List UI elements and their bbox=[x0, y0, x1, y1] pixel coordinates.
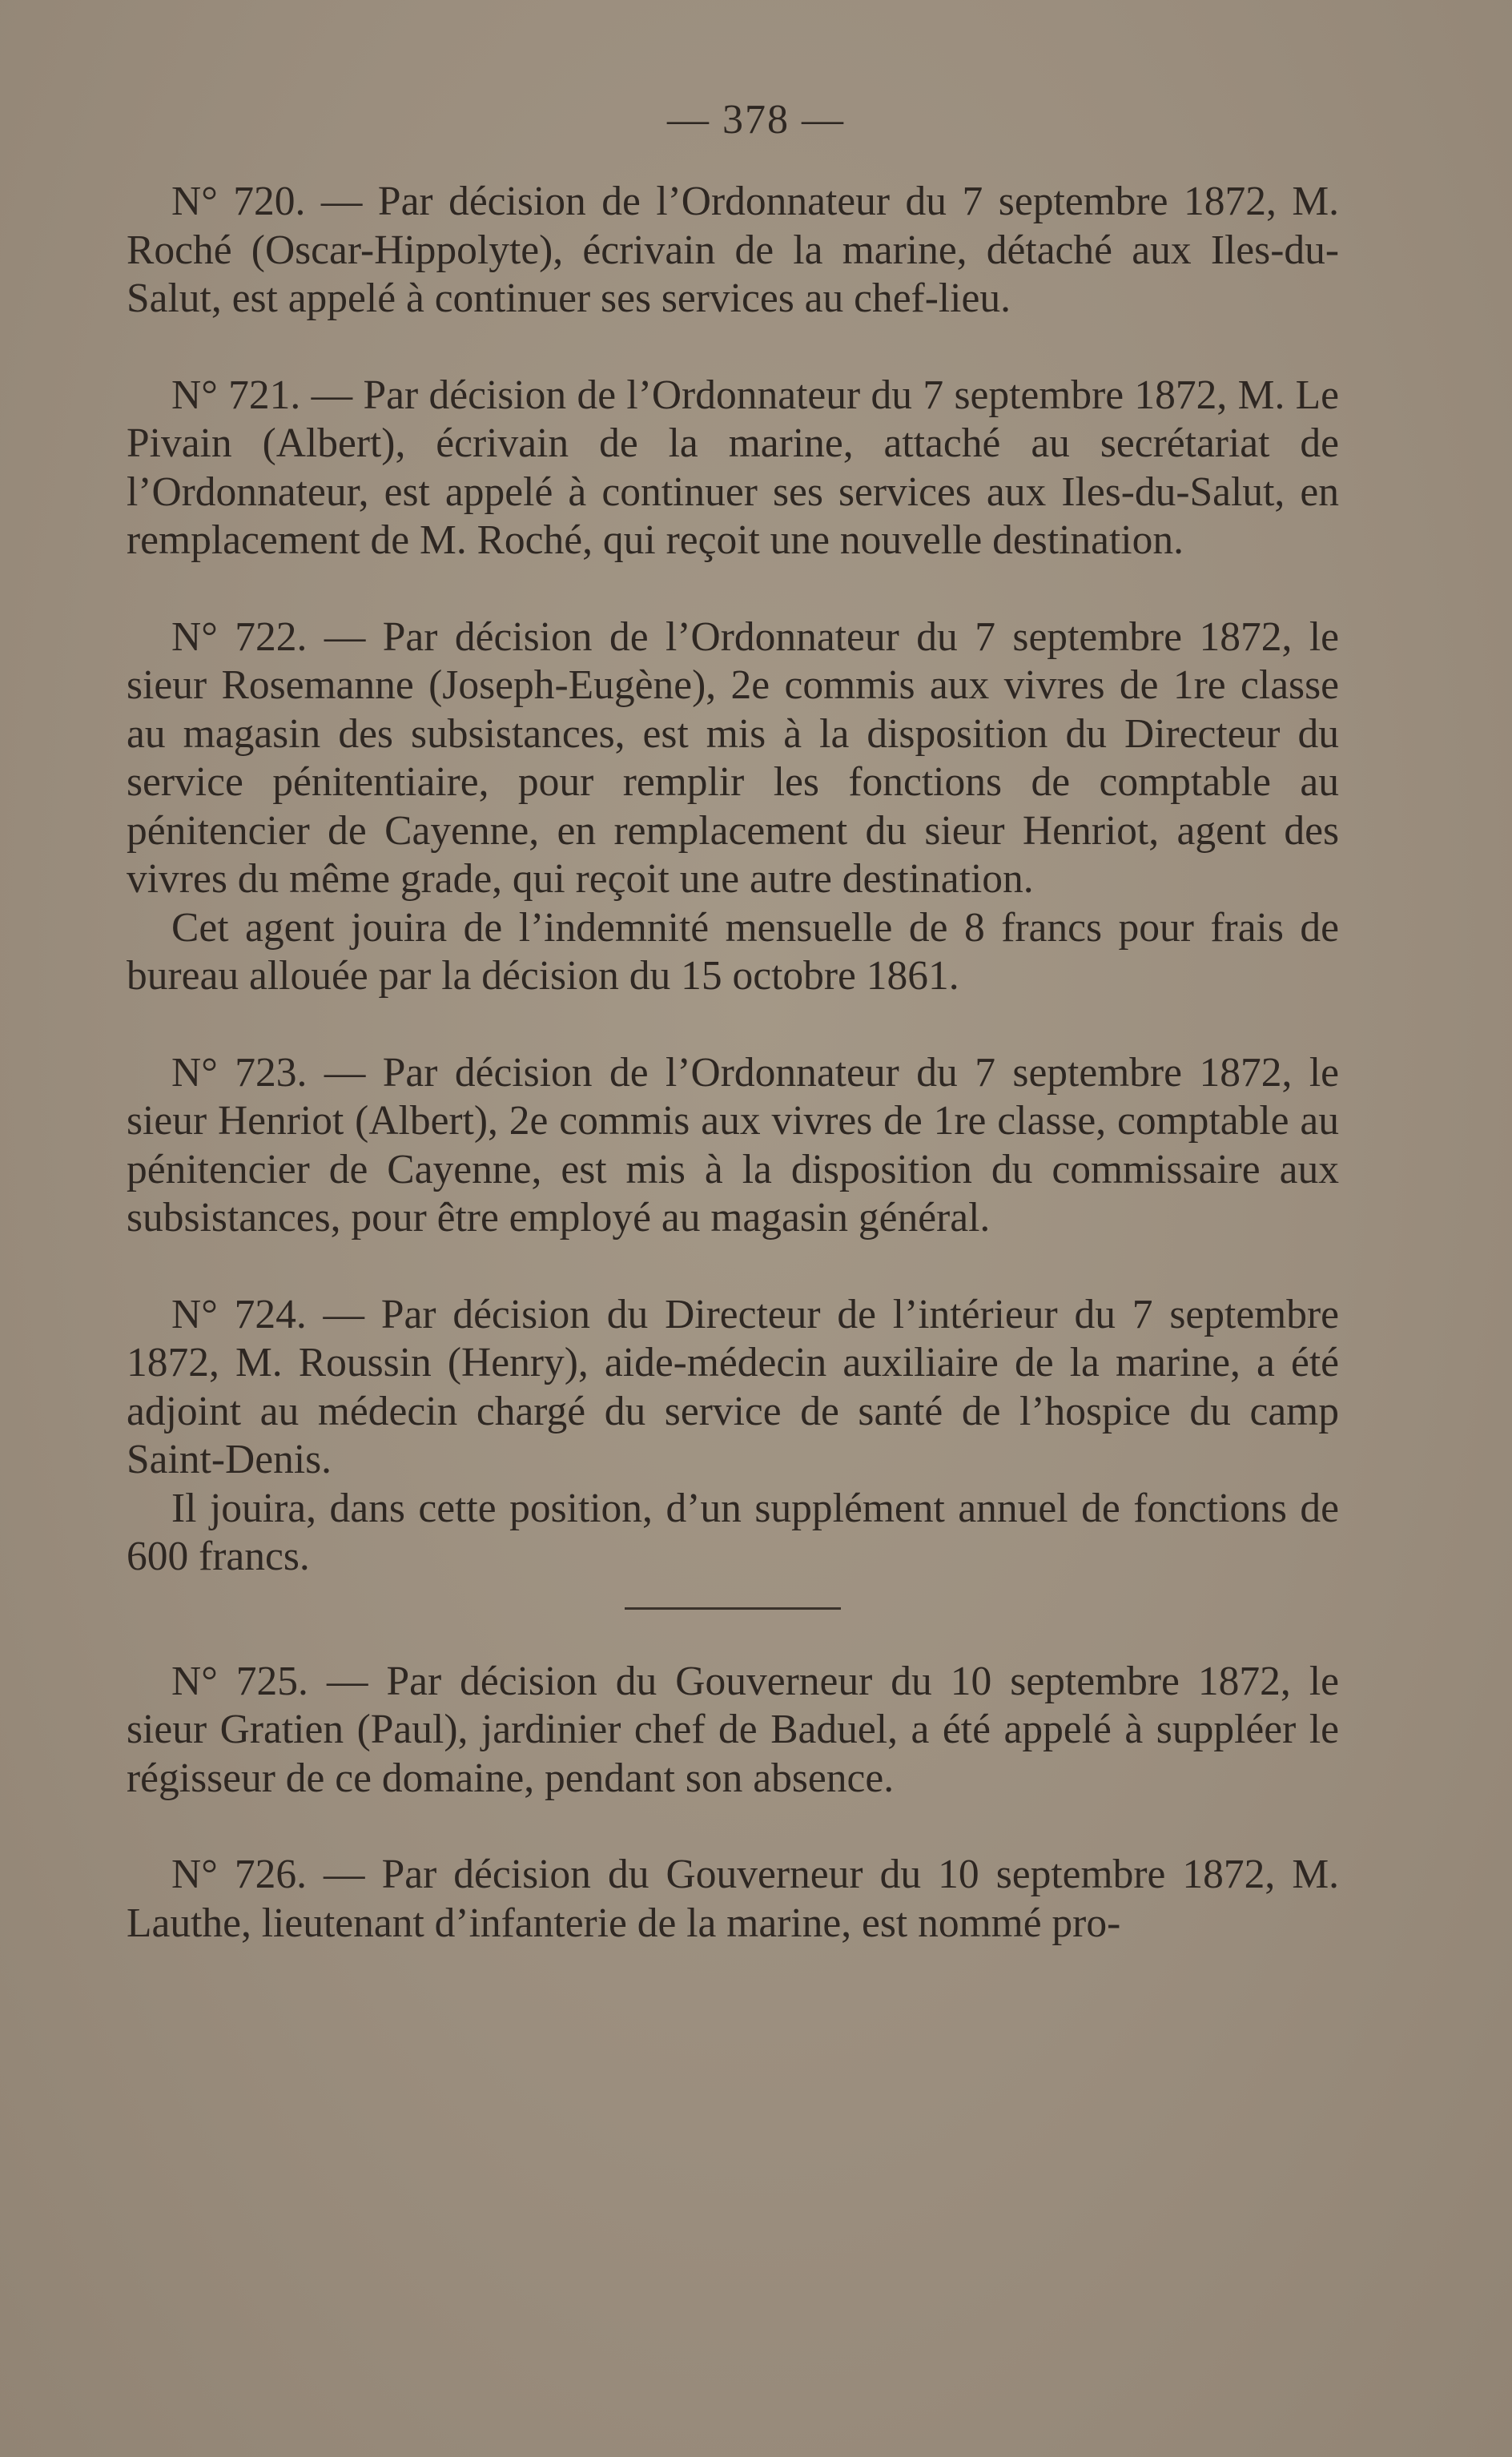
section-divider bbox=[625, 1607, 841, 1610]
decision-722: N° 722. — Par décision de l’Ordonnateur du 7 septembre 1872, le sieur Rosemanne (Joseph-Eugène), 2e commis aux vivres de 1re classe au magasin des subsistances, est mis à la disposition du Directeur du service pénitentiaire, pour remplir les fonctions de comptable au pénitencier de Cayenne, en remplacement du sieur Henriot, agent des vivres du même grade, qui reçoit une autre destination. bbox=[127, 613, 1339, 902]
decision-720: N° 720. — Par décision de l’Ordonnateur du 7 septembre 1872, M. Roché (Oscar-Hippolyte), écrivain de la marine, détaché aux Iles-du-Salut, est appelé à continuer ses services au chef-lieu. bbox=[127, 179, 1339, 321]
decision-721: N° 721. — Par décision de l’Ordonnateur du 7 septembre 1872, M. Le Pivain (Albert), écrivain de la marine, attaché au secrétariat de l’Ordonnateur, est appelé à continuer ses services aux Iles-du-Salut, en remplacement de M. Roché, qui reçoit une nouvelle destination. bbox=[127, 372, 1339, 563]
decision-726: N° 726. — Par décision du Gouverneur du 10 septembre 1872, M. Lauthe, lieutenant d’infanterie de la marine, est nommé pro- bbox=[127, 1852, 1339, 1946]
decision-725: N° 725. — Par décision du Gouverneur du 10 septembre 1872, le sieur Gratien (Paul), jardinier chef de Baduel, a été appelé à suppléer le régisseur de ce domaine, pendant son absence. bbox=[127, 1658, 1339, 1801]
decision-724: N° 724. — Par décision du Directeur de l’intérieur du 7 septembre 1872, M. Roussin (Henry), aide-médecin auxiliaire de la marine, a été adjoint au médecin chargé du service de santé de l’hospice du camp Saint-Denis. bbox=[127, 1291, 1339, 1482]
decision-723: N° 723. — Par décision de l’Ordonnateur du 7 septembre 1872, le sieur Henriot (Albert), 2e commis aux vivres de 1re classe, comptable au pénitencier de Cayenne, est mis à la disposition du commissaire aux subsistances, pour être employé au magasin général. bbox=[127, 1049, 1339, 1241]
decisions-list bbox=[127, 178, 1339, 1948]
decision-722-note: Cet agent jouira de l’indemnité mensuelle de 8 francs pour frais de bureau allouée par la décision du 15 octobre 1861. bbox=[127, 904, 1339, 999]
page-number: — 378 — bbox=[667, 97, 845, 143]
decision-724-note: Il jouira, dans cette position, d’un supplément annuel de fonctions de 600 francs. bbox=[127, 1485, 1339, 1579]
